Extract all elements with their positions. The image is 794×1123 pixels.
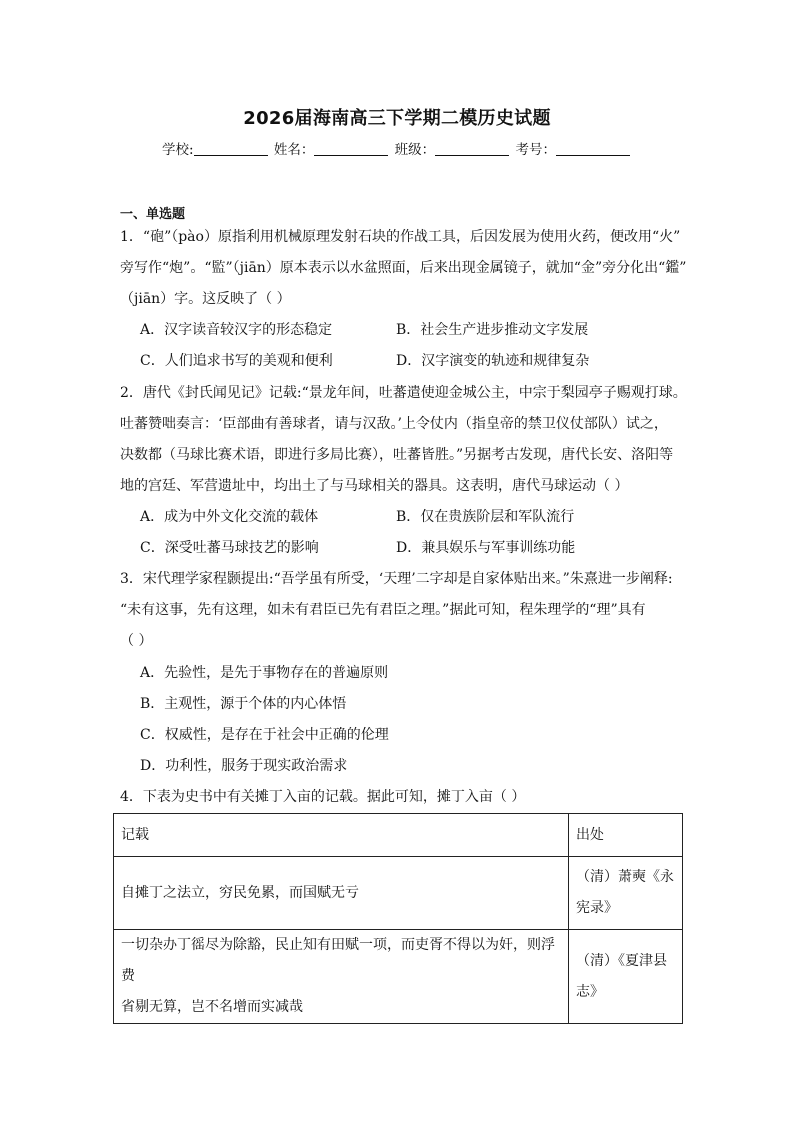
source-text: 志》 [576, 983, 604, 1000]
q1-stem-line: （jiān）字。这反映了（ ） [120, 291, 291, 307]
exam-no-label: 考号： [515, 142, 556, 158]
q2-stem-line: 吐蕃赞咄奏言：‘臣部曲有善球者，请与汉敌。’上令仗内（指皇帝的禁卫仪仗部队）试之， [120, 416, 668, 432]
q3-option-a: A．先验性，是先于事物存在的普遍原则 [140, 665, 389, 681]
exam-title: 2026届海南高三下学期二模历史试题 [243, 108, 551, 129]
q1-option-c: C．人们追求书写的美观和便利 [140, 353, 333, 369]
record-cell [114, 857, 569, 930]
school-blank [194, 142, 268, 156]
q3-option-d: D．功利性，服务于现实政治需求 [140, 758, 348, 774]
student-info-line [0, 138, 794, 158]
q3-option-c: C．权威性，是存在于社会中正确的伦理 [140, 727, 389, 743]
q2-option-a: A．成为中外文化交流的载体 [140, 509, 319, 525]
q1-stem-line: 旁写作“炮”。“監”（jiān）原本表示以水盆照面，后来出现金属镜子，就加“金”旁分化出“鑑” [120, 260, 687, 276]
q1-option-d: D．汉字演变的轨迹和规律复杂 [396, 353, 590, 369]
q2-stem-line: 2．唐代《封氏闻见记》记载:“景龙年间，吐蕃遣使迎金城公主，中宗于梨园亭子赐观打球。 [120, 385, 687, 401]
table-row [114, 930, 683, 1024]
source-text: （清）《夏津县 [576, 952, 667, 969]
q4-stem: 4．下表为史书中有关摊丁入亩的记载。据此可知，摊丁入亩（ ） [120, 789, 526, 805]
record-text: 自摊丁之法立，穷民免累，而国赋无亏 [121, 884, 359, 901]
exam-no-blank [556, 142, 630, 156]
record-table [113, 813, 683, 1024]
source-text: 宪录》 [576, 900, 618, 916]
school-label: 学校: [162, 142, 194, 158]
name-blank [314, 142, 388, 156]
q3-stem-line: （ ） [120, 633, 153, 649]
record-text: 一切杂办丁徭尽为除豁，民止知有田赋一项，而吏胥不得以为奸，则浮费 [121, 937, 555, 984]
class-blank [435, 142, 509, 156]
q2-stem-line: 决数都（马球比赛术语，即进行多局比赛），吐蕃皆胜。”另据考古发现，唐代长安、洛阳等 [120, 447, 674, 463]
source-cell [569, 857, 683, 930]
table-row [114, 857, 683, 930]
q3-stem-line: 3．宋代理学家程颢提出:“吾学虽有所受，‘天理’二字却是自家体贴出来。”朱熹进一步阐释: [120, 571, 673, 587]
record-cell [114, 930, 569, 1024]
source-cell [569, 930, 683, 1024]
class-label: 班级： [394, 142, 436, 158]
name-label: 姓名： [273, 142, 315, 158]
q1-option-b: B．社会生产进步推动文字发展 [396, 322, 589, 338]
q2-option-c: C．深受吐蕃马球技艺的影响 [140, 540, 319, 556]
table-header-row [114, 814, 683, 857]
q2-option-d: D．兼具娱乐与军事训练功能 [396, 540, 576, 556]
source-text: （清）萧奭《永 [576, 869, 674, 885]
q2-stem-line: 地的宫廷、军营遗址中，均出土了与马球相关的器具。这表明，唐代马球运动（ ） [120, 478, 629, 494]
q1-stem-line: 1．“砲”（pào）原指利用机械原理发射石块的作战工具，后因发展为使用火药，便改用“火” [120, 229, 681, 245]
table-header-source: 出处 [569, 814, 683, 857]
record-text: 省剔无算，岂不名增而实减哉 [121, 999, 303, 1015]
q2-option-b: B．仅在贵族阶层和军队流行 [396, 509, 575, 525]
q3-option-b: B．主观性，源于个体的内心体悟 [140, 696, 347, 712]
q1-option-a: A．汉字读音较汉字的形态稳定 [140, 322, 333, 338]
table-header-record: 记载 [114, 814, 569, 857]
q3-stem-line: “未有这事，先有这理，如未有君臣已先有君臣之理。”据此可知，程朱理学的“理”具有 [120, 602, 646, 618]
section-heading: 一、单选题 [120, 207, 186, 222]
